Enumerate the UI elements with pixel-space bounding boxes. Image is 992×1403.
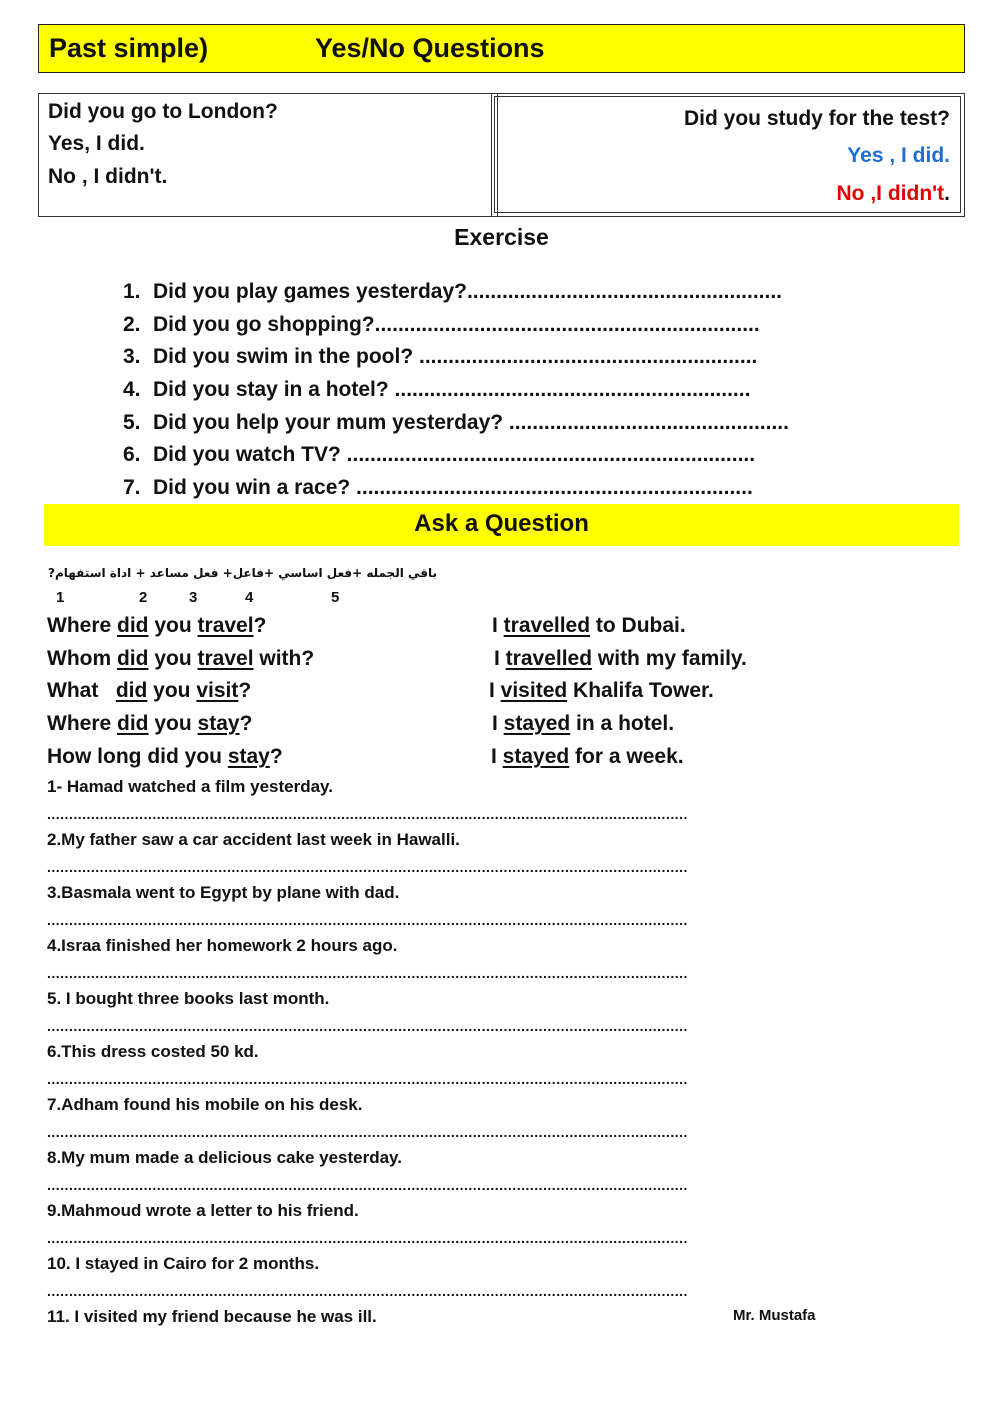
answer-line[interactable]: .................................................................................................................................................. <box>47 1230 688 1246</box>
ask-question-bar <box>44 504 959 546</box>
teacher-signature: Mr. Mustafa <box>733 1307 816 1324</box>
practice-sentence: 6.This dress costed 50 kd. <box>47 1042 259 1061</box>
answer-line[interactable]: .................................................................................................................................................. <box>47 1071 688 1087</box>
exercise-item-number: 5. <box>123 410 141 434</box>
practice-sentence: 1- Hamad watched a film yesterday. <box>47 777 333 796</box>
example-left-no: No , I didn't. <box>48 165 168 188</box>
answer-line[interactable]: .................................................................................................................................................. <box>47 859 688 875</box>
practice-sentence: 11. I visited my friend because he was ill. <box>47 1307 377 1326</box>
exercise-item-number: 7. <box>123 476 141 500</box>
exercise-item-number: 2. <box>123 312 141 336</box>
practice-sentence: 4.Israa finished her homework 2 hours ago. <box>47 936 398 955</box>
exercise-item-number: 3. <box>123 345 141 369</box>
exercise-item-number: 6. <box>123 443 141 467</box>
question-formula: باقي الجمله +فعل اساسي +فاعل+ فعل مساعد + اداة استفهام? <box>48 566 438 580</box>
example-right-yes: Yes , I did. <box>847 144 950 167</box>
example-answer: I visited Khalifa Tower. <box>489 679 714 702</box>
practice-sentence: 8.My mum made a delicious cake yesterday. <box>47 1148 402 1167</box>
formula-number: 2 <box>139 589 148 606</box>
example-box-right-inner <box>494 96 961 213</box>
practice-sentence: 9.Mahmoud wrote a letter to his friend. <box>47 1201 359 1220</box>
answer-line[interactable]: .................................................................................................................................................. <box>47 1018 688 1034</box>
example-answer: I stayed in a hotel. <box>492 712 675 735</box>
exercise-item-number: 1. <box>123 280 141 303</box>
exercise-item-text: Did you win a race? .................................................................... <box>153 476 753 500</box>
exercise-item <box>123 280 789 313</box>
title-bar <box>38 24 965 73</box>
example-answer: I stayed for a week. <box>491 745 684 768</box>
example-right-no-period: . <box>944 182 950 205</box>
example-left-question: Did you go to London? <box>48 100 278 123</box>
answer-line[interactable]: .................................................................................................................................................. <box>47 1177 688 1193</box>
practice-sentence: 2.My father saw a car accident last week in Hawalli. <box>47 830 460 849</box>
title-tense: Past simple) <box>49 33 209 63</box>
example-answer: I travelled to Dubai. <box>492 614 686 637</box>
formula-number: 1 <box>56 589 65 606</box>
answer-line[interactable]: .................................................................................................................................................. <box>47 806 688 822</box>
title-topic: Yes/No Questions <box>315 33 545 63</box>
exercise-item-text: Did you swim in the pool? .......................................................... <box>153 345 758 369</box>
example-right-question: Did you study for the test? <box>683 107 950 130</box>
practice-sentence: 10. I stayed in Cairo for 2 months. <box>47 1254 320 1273</box>
practice-sentence: 5. I bought three books last month. <box>47 989 330 1008</box>
example-box-left <box>38 93 498 217</box>
exercise-item <box>123 378 789 411</box>
formula-number: 4 <box>245 589 254 606</box>
example-answer: I travelled with my family. <box>494 647 747 670</box>
example-question: How long did you stay? <box>47 745 283 768</box>
example-question: Where did you stay? <box>47 712 253 735</box>
exercise-item <box>123 345 789 378</box>
exercise-item-text: Did you go shopping?.................................................................. <box>153 312 760 336</box>
exercise-item <box>123 313 789 346</box>
formula-number: 3 <box>189 589 198 606</box>
example-right-no: No ,I didn't <box>836 182 945 205</box>
example-question: Where did you travel? <box>47 614 267 637</box>
exercise-list <box>123 280 789 509</box>
exercise-item-text: Did you stay in a hotel? ............................................................. <box>153 378 751 402</box>
formula-number: 5 <box>331 589 340 606</box>
example-left-yes: Yes, I did. <box>48 132 145 155</box>
exercise-item <box>123 411 789 444</box>
example-question: Whom did you travel with? <box>47 647 315 670</box>
answer-line[interactable]: .................................................................................................................................................. <box>47 965 688 981</box>
answer-line[interactable]: .................................................................................................................................................. <box>47 1124 688 1140</box>
practice-sentence: 7.Adham found his mobile on his desk. <box>47 1095 363 1114</box>
answer-line[interactable]: .................................................................................................................................................. <box>47 912 688 928</box>
answer-line[interactable]: .................................................................................................................................................. <box>47 1283 688 1299</box>
exercise-item-text: Did you watch TV? ...................................................................... <box>153 443 756 467</box>
example-right-no-line <box>837 182 950 206</box>
exercise-item-number: 4. <box>123 378 141 402</box>
example-question: What did you visit? <box>47 679 252 702</box>
example-box-right <box>491 93 965 217</box>
exercise-heading: Exercise <box>454 224 549 250</box>
exercise-item-text: Did you help your mum yesterday? ................................................ <box>153 410 789 434</box>
exercise-item <box>123 443 789 476</box>
ask-question-heading: Ask a Question <box>414 510 589 537</box>
practice-sentence: 3.Basmala went to Egypt by plane with dad. <box>47 883 400 902</box>
exercise-item-text: Did you play games yesterday?...................................................... <box>153 280 783 303</box>
